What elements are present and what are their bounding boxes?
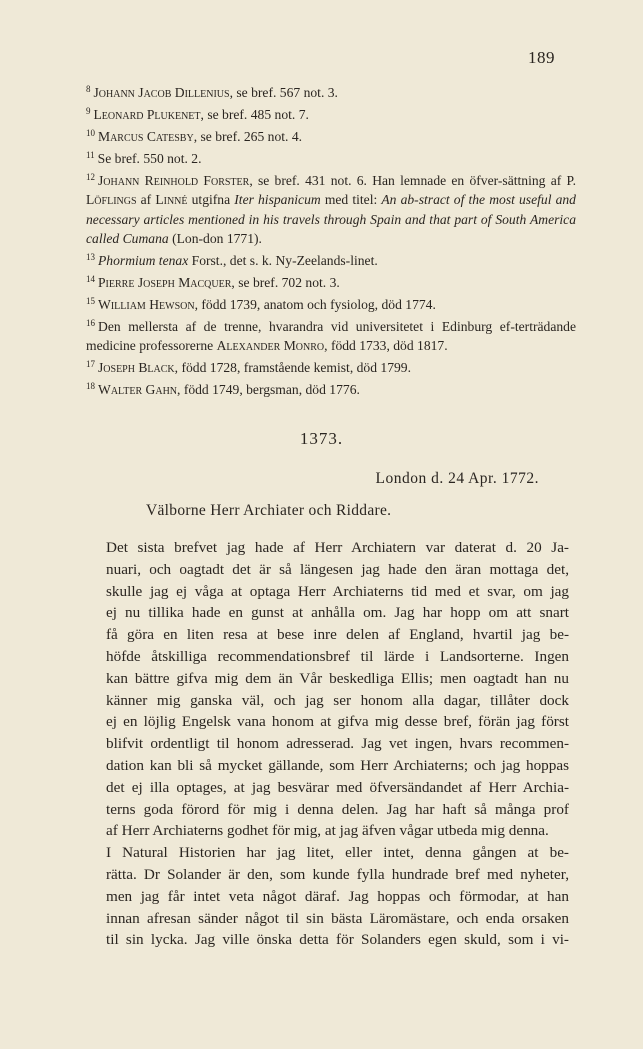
- footnote-15: $^{15}$ William Hewson, född 1739, anatom och fysiolog, död 1774.: [86, 295, 436, 312]
- letter-dateline: London d. 24 Apr. 1772.: [375, 470, 539, 487]
- letter-paragraph-2: [86, 842, 569, 951]
- text-line: känner mig ganska väl, och jag ser honom alla dagar, tillåter dock: [106, 691, 569, 709]
- footnote-10: $^{10}$ Marcus Catesby, se bref. 265 not. 4.: [86, 128, 303, 145]
- footnote-14: $^{14}$ Pierre Joseph Macquer, se bref. 702 not. 3.: [86, 273, 340, 290]
- text-line: nuari, och oagtadt det är så längesen jag hade den äran mottaga det,: [106, 560, 569, 578]
- text-line: til sin lycka. Jag ville önska detta för Solanders egen skuld, som i vi-: [106, 931, 569, 949]
- text-line: rätta. Dr Solander är den, som kunde fylla hundrade bref med nyheter,: [106, 865, 569, 883]
- letter-paragraph-1: [86, 537, 569, 842]
- footnote-12: $^{12}$ Johann Reinhold Forster, se bref. 431 not. 6. Han lemnade en öfver-sättning af P. Löflings af Linné utgifna Iter hispanicum med titel: An ab-stract of the most useful and necessary articles mentioned in his travels through Spain and that part of South America called Cumana (Lon-don 1771).: [86, 172, 576, 246]
- footnote-8: $^8$ Johann Jacob Dillenius, se bref. 567 not. 3.: [86, 84, 338, 100]
- text-line: Det sista brefvet jag hade af Herr Archiatern var daterat d. 20 Ja-: [106, 539, 569, 556]
- text-line: kan bättre gifva mig dem än Vår beskedliga Ellis; men oagtadt han nu: [106, 669, 569, 687]
- text-line: det ej illa optages, at jag besvärar med öfversändandet af Herr Archia-: [106, 778, 569, 796]
- footnotes: [86, 80, 576, 399]
- text-line: af Herr Archiaterns godhet för mig, at jag äfven vågar utbeda mig denna.: [106, 822, 549, 840]
- text-line: skulle jag ej våga at optaga Herr Archiaterns tid med et svar, om jag: [106, 582, 569, 600]
- letter-body: [86, 537, 569, 951]
- text-line: dation kan bli så mycket gällande, som Herr Archiaterns; och jag hoppas: [106, 756, 569, 774]
- text-line: innan afresan sänder något til sin bästa Läromästare, och enda orsaken: [106, 909, 569, 927]
- text-line: blifvit ordentligt til honom adresserad. Jag vet ingen, hvars recommen-: [106, 735, 569, 753]
- letter-number: 1373.: [299, 429, 344, 448]
- text-line: terns goda förord för mig i denna delen. Jag har haft så många prof: [106, 800, 569, 818]
- text-line: I Natural Historien har jag litet, eller intet, denna gången at be-: [106, 844, 569, 862]
- text-line: höfde åtskilliga recommendationsbref til lärde i Landsorterne. Ingen: [106, 647, 569, 665]
- text-line: ej en löjlig Engelsk vana honom at gifva mig desse bref, förän jag först: [106, 713, 569, 731]
- footnote-13: $^{13}$ Phormium tenax Forst., det s. k. Ny-Zeelands-linet.: [86, 251, 378, 268]
- footnote-17: $^{17}$ Joseph Black, född 1728, framstående kemist, död 1799.: [86, 359, 411, 376]
- text-line: men jag får intet veta något däraf. Jag hoppas och förmodar, at han: [106, 887, 569, 905]
- letter-salutation: Välborne Herr Archiater och Riddare.: [146, 502, 392, 519]
- page-number: 189: [528, 48, 555, 67]
- footnote-11: $^{11}$ Se bref. 550 not. 2.: [86, 150, 202, 167]
- text-line: ej nu tillika hade en gunst at anhålla om. Jag har hopp om att snart: [106, 604, 569, 622]
- footnote-9: $^9$ Leonard Plukenet, se bref. 485 not. 7.: [86, 106, 309, 123]
- text-line: få göra en liten resa at bese inre delen af England, hvartil jag be-: [106, 626, 569, 644]
- footnote-16: $^{16}$ Den mellersta af de trenne, hvarandra vid universitetet i Edinburg ef-terträdande medicine professorerne Alexander Monro, född 1733, död 1817.: [86, 318, 576, 354]
- footnote-18: $^{18}$ Walter Gahn, född 1749, bergsman, död 1776.: [86, 381, 360, 398]
